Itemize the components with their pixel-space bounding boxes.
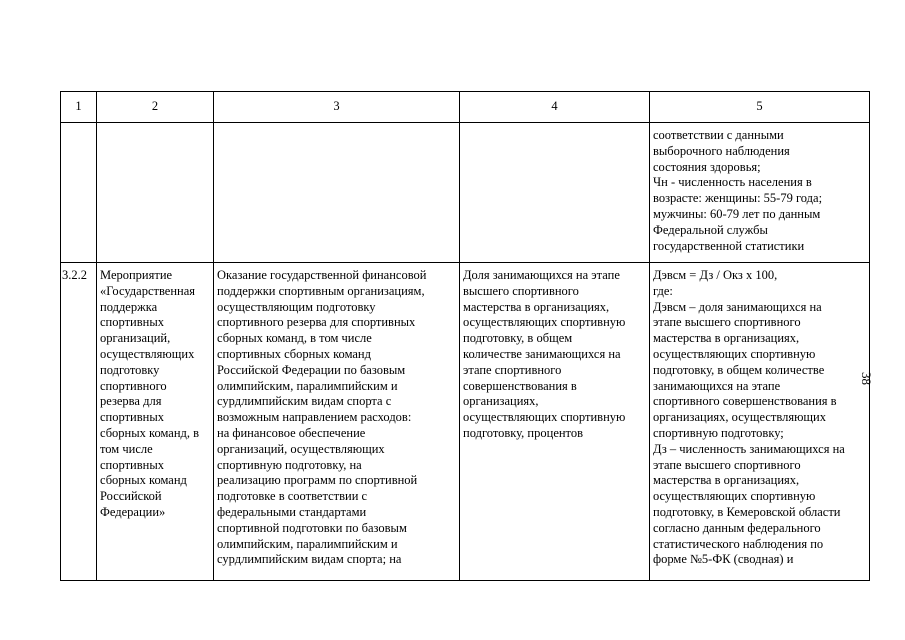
page-number: 38 [859, 372, 874, 385]
header-cell-1: 1 [61, 92, 97, 123]
activity-cell: Мероприятие «Государственная поддержка спортивных организаций, осуществляющих подготовку спортивного резерва для спортивных сборных команд, в том числе спортивных сборных команд Российской Федерации» [97, 263, 214, 581]
indicator-cell [460, 123, 650, 263]
row-number-cell: 3.2.2 [61, 263, 97, 581]
table-row [61, 263, 870, 581]
row-number-cell [61, 123, 97, 263]
activity-cell [97, 123, 214, 263]
formula-cell: соответствии с данными выборочного наблюдения состояния здоровья; Чн - численность населения в возрасте: женщины: 55-79 года; мужчины: 60-79 лет по данным Федеральной службы государственной статистики [650, 123, 870, 263]
header-cell-3: 3 [214, 92, 460, 123]
header-cell-2: 2 [97, 92, 214, 123]
table-header-row [61, 92, 870, 123]
indicator-table [60, 91, 870, 581]
description-cell: Оказание государственной финансовой поддержки спортивным организациям, осуществляющим подготовку спортивного резерва для спортивных сборных команд, в том числе спортивных сборных команд Российской Федерации по базовым олимпийским, паралимпийским и сурдлимпийским видам спорта с возможным направлением расходов: на финансовое обеспечение организаций, осуществляющих спортивную подготовку, на реализацию программ по спортивной подготовке в соответствии с федеральными стандартами спортивной подготовки по базовым олимпийским, паралимпийским и сурдлимпийским видам спорта; на [214, 263, 460, 581]
indicator-cell: Доля занимающихся на этапе высшего спортивного мастерства в организациях, осуществляющих спортивную подготовку, в общем количестве занимающихся на этапе спортивного совершенствования в организациях, осуществляющих спортивную подготовку, процентов [460, 263, 650, 581]
header-cell-4: 4 [460, 92, 650, 123]
header-cell-5: 5 [650, 92, 870, 123]
formula-cell: Дэвсм = Дз / Окз x 100, где: Дэвсм – доля занимающихся на этапе высшего спортивного мастерства в организациях, осуществляющих спортивную подготовку, в общем количестве занимающихся на этапе спортивного совершенствования в организациях, осуществляющих спортивную подготовку; Дз – численность занимающихся на этапе высшего спортивного мастерства в организациях, осуществляющих спортивную подготовку, в Кемеровской области согласно данным федерального статистического наблюдения по форме №5-ФК (сводная) и [650, 263, 870, 581]
description-cell [214, 123, 460, 263]
table-row [61, 123, 870, 263]
